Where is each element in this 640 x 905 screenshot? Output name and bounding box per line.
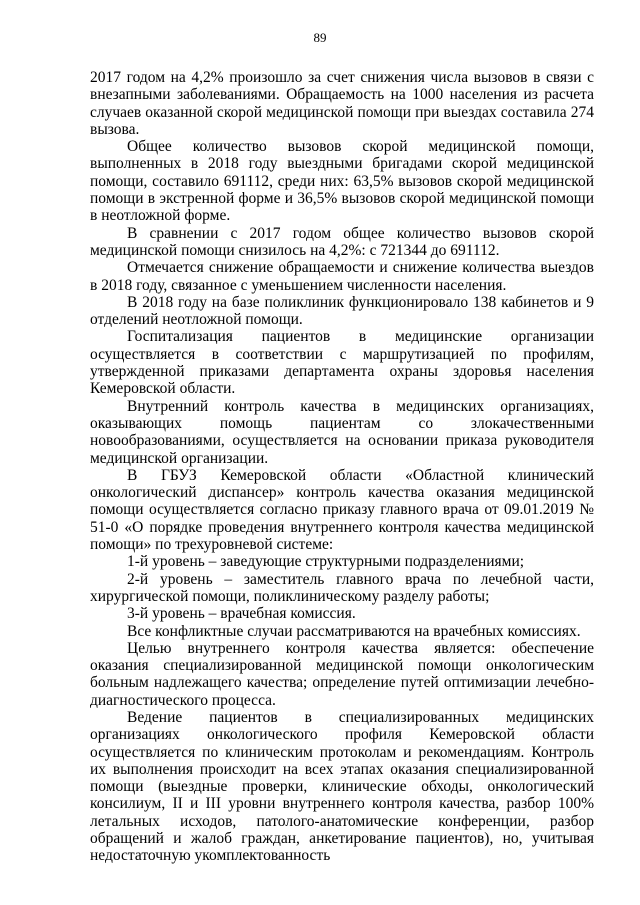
paragraph-decrease-note: Отмечается снижение обращаемости и снижение количества выездов в 2018 году, связанное с уменьшением численности населения. — [90, 259, 594, 294]
paragraph-comparison-2017: В сравнении с 2017 годом общее количество вызовов скорой медицинской помощи снизилось на 4,2%: с 721344 до 691112. — [90, 224, 594, 259]
paragraph-hospitalization: Госпитализация пациентов в медицинские организации осуществляется в соответствии с маршрутизацией по профилям, утвержденной приказами департамента охраны здоровья населения Кемеровской области. — [90, 328, 594, 398]
paragraph-patient-management: Ведение пациентов в специализированных медицинских организациях онкологического профиля Кемеровской области осуществляется по клиническим протоколам и рекомендациям. Контроль их выполнения происходит на всех этапах оказания специализированной помощи (выездные проверки, клинические обходы, онкологический консилиум, II и III уровни внутреннего контроля качества, разбор 100% летальных исходов, патолого-анатомические конференции, разбор обращений и жалоб граждан, анкетирование пациентов), но, учитывая недостаточную укомплектованность — [90, 708, 594, 865]
paragraph-oncology-dispensary: В ГБУЗ Кемеровской области «Областной клинический онкологический диспансер» контроль качества оказания медицинской помощи осуществляется согласно приказу главного врача от 09.01.2019 № 51-0 «О порядке проведения внутреннего контроля качества медицинской помощи» по трехуровневой системе: — [90, 466, 594, 554]
paragraph-ambulance-calls-total: Общее количество вызовов скорой медицинской помощи, выполненных в 2018 году выездными бригадами скорой медицинской помощи, составило 691112, среди них: 63,5% вызовов скорой медицинской помощи в экстренной форме и 36,5% вызовов скорой медицинской помощи в неотложной форме. — [90, 138, 594, 225]
document-body — [90, 69, 594, 865]
paragraph-control-goal: Целью внутреннего контроля качества является: обеспечение оказания специализированной медицинской помощи онкологическим больным надлежащего качества; определение путей оптимизации лечебно-диагностического процесса. — [90, 639, 594, 709]
paragraph-continuation: 2017 годом на 4,2% произошло за счет снижения числа вызовов в связи с внезапными заболеваниями. Обращаемость на 1000 населения из расчета случаев оказанной скорой медицинской помощи при выездах составила 274 вызова. — [90, 69, 594, 138]
paragraph-conflict-cases: Все конфликтные случаи рассматриваются на врачебных комиссиях. — [127, 622, 581, 640]
page-number: 89 — [313, 30, 327, 45]
paragraph-polyclinic-offices: В 2018 году на базе поликлиник функционировало 138 кабинетов и 9 отделений неотложной помощи. — [90, 293, 594, 329]
list-item-level-2: 2-й уровень – заместитель главного врача по лечебной части, хирургической помощи, поликлиническому разделу работы; — [90, 570, 594, 605]
paragraph-internal-control: Внутренний контроль качества в медицинских организациях, оказывающих помощь пациентам со злокачественными новообразованиями, осуществляется на основании приказа руководителя медицинской организации. — [90, 397, 594, 467]
list-item-level-1: 1-й уровень – заведующие структурными подразделениями; — [127, 553, 525, 571]
list-item-level-3: 3-й уровень – врачебная комиссия. — [127, 605, 356, 623]
